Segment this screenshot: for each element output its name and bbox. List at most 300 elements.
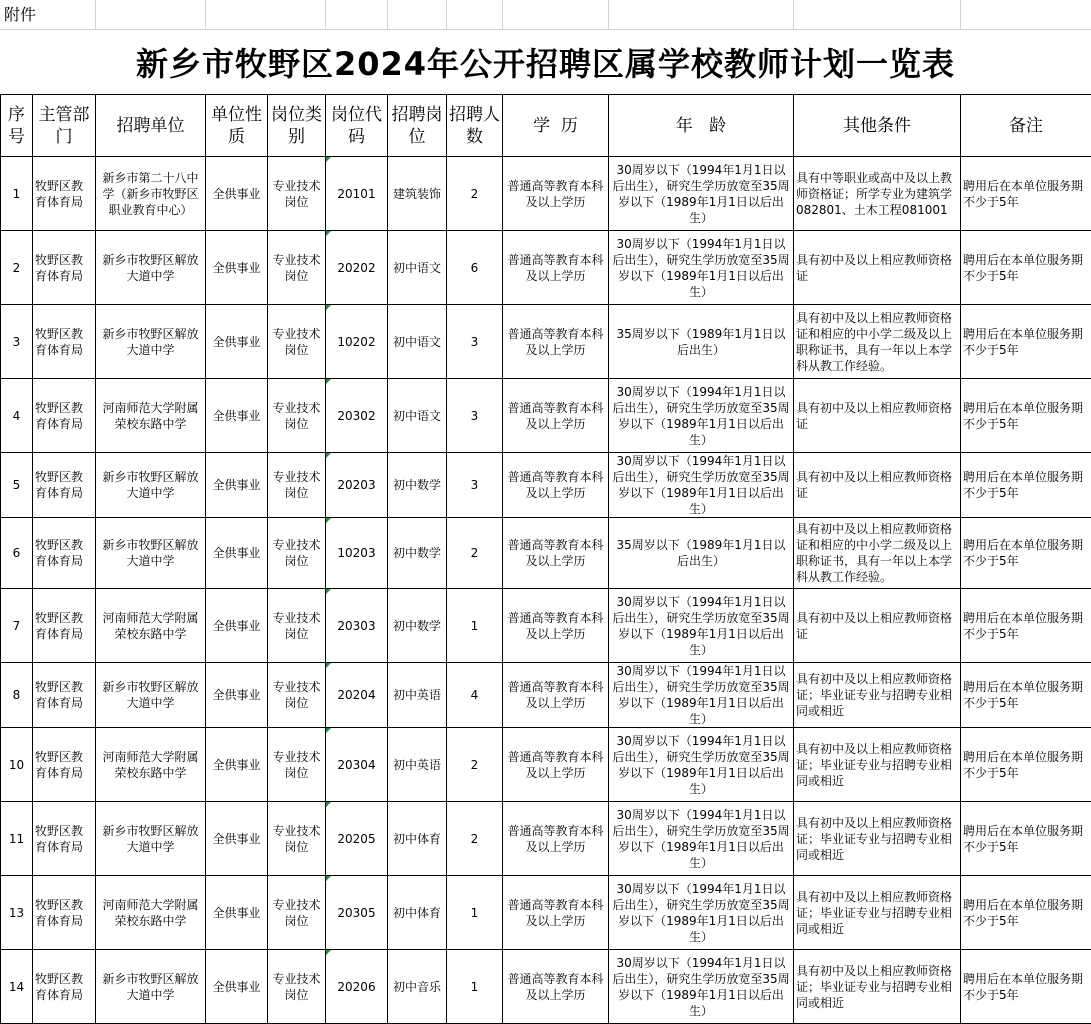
cell-post[interactable] [388, 663, 447, 728]
cell-nature-text: 全供事业 [208, 408, 265, 424]
cell-seq[interactable] [1, 518, 33, 589]
cell-post-text: 初中音乐 [390, 979, 444, 995]
cell-age-text: 30周岁以下（1994年1月1日以后出生），研究生学历放宽至35周岁以下（1989年1月1日以后出生） [611, 881, 791, 945]
cell-remark-text: 聘用后在本单位服务期不少于5年 [963, 252, 1089, 284]
cell-seq[interactable] [1, 663, 33, 728]
cell-age-text: 30周岁以下（1994年1月1日以后出生），研究生学历放宽至35周岁以下（1989年1月1日以后出生） [611, 733, 791, 797]
header-post-type[interactable]: 岗位类别 [268, 95, 326, 157]
cell-post[interactable] [388, 305, 447, 379]
cell-other[interactable] [794, 950, 961, 1024]
cell-dept[interactable] [33, 589, 96, 663]
cell-post-type-text: 专业技术岗位 [270, 252, 323, 284]
grid-line [325, 0, 326, 30]
cell-post-text: 初中英语 [390, 757, 444, 773]
cell-seq-text: 13 [3, 905, 30, 921]
cell-unit-text: 新乡市牧野区解放大道中学 [98, 971, 203, 1003]
cell-remark-text: 聘用后在本单位服务期不少于5年 [963, 897, 1089, 929]
cell-unit-text: 新乡市牧野区解放大道中学 [98, 823, 203, 855]
cell-age-text: 30周岁以下（1994年1月1日以后出生），研究生学历放宽至35周岁以下（1989年1月1日以后出生） [611, 162, 791, 226]
cell-post-type-text: 专业技术岗位 [270, 178, 323, 210]
cell-nature[interactable] [206, 379, 268, 453]
cell-post[interactable] [388, 728, 447, 802]
cell-age-text: 35周岁以下（1989年1月1日以后出生） [611, 326, 791, 358]
cell-age[interactable] [609, 663, 794, 728]
cell-education[interactable] [503, 453, 609, 518]
cell-nature[interactable] [206, 728, 268, 802]
cell-education[interactable] [503, 663, 609, 728]
cell-dept[interactable] [33, 157, 96, 231]
cell-other[interactable] [794, 379, 961, 453]
cell-seq-text: 1 [3, 186, 30, 202]
cell-other-text: 具有初中及以上相应教师资格证和相应的中小学二级及以上职称证书，具有一年以上本学科从教工作经验。 [796, 310, 958, 374]
cell-remark-text: 聘用后在本单位服务期不少于5年 [963, 326, 1089, 358]
cell-post-text: 建筑装饰 [390, 186, 444, 202]
cell-nature-text: 全供事业 [208, 979, 265, 995]
cell-dept-text: 牧野区教育体育局 [35, 400, 93, 432]
cell-other-text: 具有初中及以上相应教师资格证和相应的中小学二级及以上职称证书，具有一年以上本学科从教工作经验。 [796, 521, 958, 585]
cell-education-text: 普通高等教育本科及以上学历 [505, 326, 606, 358]
cell-dept[interactable] [33, 876, 96, 950]
cell-education[interactable] [503, 950, 609, 1024]
cell-post-code-text: 20101 [328, 186, 385, 202]
cell-marker-icon [326, 453, 331, 458]
cell-age-text: 30周岁以下（1994年1月1日以后出生），研究生学历放宽至35周岁以下（1989年1月1日以后出生） [611, 384, 791, 448]
header-post[interactable]: 招聘岗位 [388, 95, 447, 157]
cell-other[interactable] [794, 518, 961, 589]
cell-seq[interactable] [1, 305, 33, 379]
cell-post-text: 初中数学 [390, 618, 444, 634]
header-post-code[interactable]: 岗位代码 [326, 95, 388, 157]
cell-education[interactable] [503, 157, 609, 231]
cell-count-text: 2 [449, 757, 500, 773]
cell-post-type[interactable] [268, 950, 326, 1024]
cell-remark[interactable] [961, 157, 1091, 231]
cell-education-text: 普通高等教育本科及以上学历 [505, 252, 606, 284]
cell-education[interactable] [503, 876, 609, 950]
cell-other[interactable] [794, 305, 961, 379]
cell-remark[interactable] [961, 453, 1091, 518]
attachment-label: 附件 [4, 5, 36, 25]
cell-seq-text: 7 [3, 618, 30, 634]
cell-education-text: 普通高等教育本科及以上学历 [505, 749, 606, 781]
cell-post-text: 初中语文 [390, 260, 444, 276]
cell-seq[interactable] [1, 728, 33, 802]
header-age[interactable]: 年 龄 [609, 95, 794, 157]
cell-post-text: 初中数学 [390, 545, 444, 561]
table-row [1, 663, 1091, 728]
cell-education-text: 普通高等教育本科及以上学历 [505, 469, 606, 501]
cell-marker-icon [326, 157, 331, 162]
cell-unit[interactable] [96, 453, 206, 518]
cell-marker-icon [326, 663, 331, 668]
cell-post[interactable] [388, 876, 447, 950]
cell-dept-text: 牧野区教育体育局 [35, 252, 93, 284]
cell-post-type[interactable] [268, 728, 326, 802]
cell-post[interactable] [388, 453, 447, 518]
cell-age[interactable] [609, 157, 794, 231]
cell-age[interactable] [609, 379, 794, 453]
cell-age[interactable] [609, 876, 794, 950]
cell-other-text: 具有初中及以上相应教师资格证；毕业证专业与招聘专业相同或相近 [796, 671, 958, 719]
cell-unit-text: 河南师范大学附属荣校东路中学 [98, 897, 203, 929]
cell-age-text: 30周岁以下（1994年1月1日以后出生），研究生学历放宽至35周岁以下（1989年1月1日以后出生） [611, 236, 791, 300]
cell-unit[interactable] [96, 379, 206, 453]
cell-remark-text: 聘用后在本单位服务期不少于5年 [963, 749, 1089, 781]
cell-post-code[interactable] [326, 157, 388, 231]
cell-marker-icon [326, 379, 331, 384]
header-count[interactable]: 招聘人数 [447, 95, 503, 157]
cell-other-text: 具有初中及以上相应教师资格证 [796, 610, 958, 642]
cell-count[interactable] [447, 305, 503, 379]
cell-post-code[interactable] [326, 453, 388, 518]
cell-remark[interactable] [961, 589, 1091, 663]
cell-other[interactable] [794, 876, 961, 950]
cell-count[interactable] [447, 453, 503, 518]
cell-seq[interactable] [1, 231, 33, 305]
cell-nature[interactable] [206, 589, 268, 663]
cell-age[interactable] [609, 518, 794, 589]
cell-other[interactable] [794, 231, 961, 305]
cell-count-text: 2 [449, 831, 500, 847]
table-row [1, 802, 1091, 876]
cell-marker-icon [326, 231, 331, 236]
cell-post-type-text: 专业技术岗位 [270, 537, 323, 569]
cell-seq-text: 11 [3, 831, 30, 847]
cell-other-text: 具有初中及以上相应教师资格证 [796, 252, 958, 284]
grid-line [387, 0, 388, 30]
cell-count-text: 1 [449, 905, 500, 921]
cell-remark[interactable] [961, 876, 1091, 950]
cell-post-code[interactable] [326, 728, 388, 802]
cell-count[interactable] [447, 518, 503, 589]
cell-unit-text: 新乡市牧野区解放大道中学 [98, 469, 203, 501]
cell-post[interactable] [388, 157, 447, 231]
cell-remark[interactable] [961, 518, 1091, 589]
grid-line [793, 0, 794, 30]
cell-other[interactable] [794, 663, 961, 728]
cell-education[interactable] [503, 518, 609, 589]
grid-line [446, 0, 447, 30]
cell-dept[interactable] [33, 663, 96, 728]
grid-line [608, 0, 609, 30]
cell-count-text: 6 [449, 260, 500, 276]
header-seq[interactable]: 序号 [1, 95, 33, 157]
cell-seq-text: 3 [3, 334, 30, 350]
cell-age[interactable] [609, 305, 794, 379]
cell-marker-icon [326, 518, 331, 523]
cell-count[interactable] [447, 802, 503, 876]
cell-post[interactable] [388, 518, 447, 589]
cell-other-text: 具有初中及以上相应教师资格证；毕业证专业与招聘专业相同或相近 [796, 963, 958, 1011]
cell-education[interactable] [503, 305, 609, 379]
cell-nature-text: 全供事业 [208, 186, 265, 202]
cell-post-type[interactable] [268, 802, 326, 876]
cell-post-type[interactable] [268, 518, 326, 589]
cell-age[interactable] [609, 453, 794, 518]
cell-dept-text: 牧野区教育体育局 [35, 897, 93, 929]
cell-nature[interactable] [206, 157, 268, 231]
cell-post-code[interactable] [326, 802, 388, 876]
cell-other[interactable] [794, 157, 961, 231]
cell-count[interactable] [447, 231, 503, 305]
table-row [1, 379, 1091, 453]
cell-unit-text: 新乡市牧野区解放大道中学 [98, 252, 203, 284]
cell-education-text: 普通高等教育本科及以上学历 [505, 971, 606, 1003]
cell-unit[interactable] [96, 876, 206, 950]
cell-post-text: 初中语文 [390, 408, 444, 424]
cell-count[interactable] [447, 950, 503, 1024]
cell-education[interactable] [503, 589, 609, 663]
cell-marker-icon [326, 802, 331, 807]
cell-education[interactable] [503, 231, 609, 305]
cell-other-text: 具有初中及以上相应教师资格证 [796, 400, 958, 432]
cell-nature[interactable] [206, 802, 268, 876]
cell-other-text: 具有初中及以上相应教师资格证 [796, 469, 958, 501]
spreadsheet-top-grid [0, 0, 1091, 30]
cell-age-text: 35周岁以下（1989年1月1日以后出生） [611, 537, 791, 569]
cell-post-code-text: 20202 [328, 260, 385, 276]
cell-seq-text: 2 [3, 260, 30, 276]
cell-seq[interactable] [1, 876, 33, 950]
cell-post-code-text: 20203 [328, 477, 385, 493]
cell-other[interactable] [794, 453, 961, 518]
cell-dept[interactable] [33, 453, 96, 518]
cell-other[interactable] [794, 728, 961, 802]
cell-post-code[interactable] [326, 305, 388, 379]
cell-nature[interactable] [206, 950, 268, 1024]
cell-education-text: 普通高等教育本科及以上学历 [505, 400, 606, 432]
cell-count-text: 2 [449, 545, 500, 561]
cell-nature-text: 全供事业 [208, 831, 265, 847]
cell-dept-text: 牧野区教育体育局 [35, 326, 93, 358]
cell-count-text: 1 [449, 979, 500, 995]
cell-post-type-text: 专业技术岗位 [270, 610, 323, 642]
cell-post-type[interactable] [268, 663, 326, 728]
cell-count-text: 3 [449, 334, 500, 350]
cell-post-type[interactable] [268, 305, 326, 379]
cell-remark[interactable] [961, 379, 1091, 453]
cell-count-text: 3 [449, 477, 500, 493]
cell-age[interactable] [609, 950, 794, 1024]
cell-post-type-text: 专业技术岗位 [270, 823, 323, 855]
cell-dept[interactable] [33, 950, 96, 1024]
cell-remark[interactable] [961, 728, 1091, 802]
cell-post-text: 初中语文 [390, 334, 444, 350]
cell-post-text: 初中英语 [390, 687, 444, 703]
cell-dept-text: 牧野区教育体育局 [35, 178, 93, 210]
cell-count[interactable] [447, 589, 503, 663]
cell-post-type-text: 专业技术岗位 [270, 469, 323, 501]
cell-unit-text: 新乡市牧野区解放大道中学 [98, 679, 203, 711]
cell-nature-text: 全供事业 [208, 757, 265, 773]
cell-unit[interactable] [96, 802, 206, 876]
cell-post-code-text: 20205 [328, 831, 385, 847]
cell-post-type-text: 专业技术岗位 [270, 971, 323, 1003]
cell-dept-text: 牧野区教育体育局 [35, 610, 93, 642]
cell-count[interactable] [447, 157, 503, 231]
cell-post-code-text: 20303 [328, 618, 385, 634]
cell-post-code[interactable] [326, 231, 388, 305]
table-row [1, 589, 1091, 663]
cell-post[interactable] [388, 950, 447, 1024]
cell-post-type[interactable] [268, 876, 326, 950]
cell-seq[interactable] [1, 379, 33, 453]
cell-post-code[interactable] [326, 876, 388, 950]
cell-nature[interactable] [206, 231, 268, 305]
table-row [1, 231, 1091, 305]
cell-seq-text: 10 [3, 757, 30, 773]
header-unit[interactable]: 招聘单位 [96, 95, 206, 157]
cell-post-code[interactable] [326, 950, 388, 1024]
cell-seq[interactable] [1, 802, 33, 876]
cell-remark-text: 聘用后在本单位服务期不少于5年 [963, 537, 1089, 569]
cell-dept[interactable] [33, 518, 96, 589]
cell-post-type-text: 专业技术岗位 [270, 897, 323, 929]
cell-other[interactable] [794, 589, 961, 663]
cell-unit-text: 河南师范大学附属荣校东路中学 [98, 610, 203, 642]
cell-other-text: 具有初中及以上相应教师资格证；毕业证专业与招聘专业相同或相近 [796, 889, 958, 937]
cell-unit[interactable] [96, 589, 206, 663]
cell-dept[interactable] [33, 802, 96, 876]
cell-count[interactable] [447, 876, 503, 950]
cell-post-code-text: 20305 [328, 905, 385, 921]
cell-marker-icon [326, 305, 331, 310]
cell-nature[interactable] [206, 305, 268, 379]
header-other[interactable]: 其他条件 [794, 95, 961, 157]
cell-education-text: 普通高等教育本科及以上学历 [505, 178, 606, 210]
cell-dept[interactable] [33, 379, 96, 453]
cell-remark-text: 聘用后在本单位服务期不少于5年 [963, 823, 1089, 855]
cell-count[interactable] [447, 379, 503, 453]
cell-remark-text: 聘用后在本单位服务期不少于5年 [963, 971, 1089, 1003]
cell-dept-text: 牧野区教育体育局 [35, 537, 93, 569]
cell-unit[interactable] [96, 231, 206, 305]
header-remark[interactable]: 备注 [961, 95, 1091, 157]
cell-nature-text: 全供事业 [208, 618, 265, 634]
cell-post-type[interactable] [268, 589, 326, 663]
cell-education-text: 普通高等教育本科及以上学历 [505, 823, 606, 855]
cell-other-text: 具有初中及以上相应教师资格证；毕业证专业与招聘专业相同或相近 [796, 741, 958, 789]
cell-post-code[interactable] [326, 663, 388, 728]
cell-age[interactable] [609, 728, 794, 802]
table-row [1, 876, 1091, 950]
cell-marker-icon [326, 950, 331, 955]
cell-post-text: 初中体育 [390, 905, 444, 921]
cell-nature[interactable] [206, 876, 268, 950]
cell-remark[interactable] [961, 802, 1091, 876]
header-dept[interactable]: 主管部门 [33, 95, 96, 157]
cell-count[interactable] [447, 663, 503, 728]
cell-education-text: 普通高等教育本科及以上学历 [505, 537, 606, 569]
cell-seq[interactable] [1, 453, 33, 518]
grid-line [95, 0, 96, 30]
cell-unit-text: 河南师范大学附属荣校东路中学 [98, 749, 203, 781]
cell-age[interactable] [609, 589, 794, 663]
cell-remark[interactable] [961, 305, 1091, 379]
cell-age[interactable] [609, 802, 794, 876]
cell-education-text: 普通高等教育本科及以上学历 [505, 610, 606, 642]
table-row [1, 518, 1091, 589]
table-row [1, 305, 1091, 379]
cell-count[interactable] [447, 728, 503, 802]
cell-dept[interactable] [33, 231, 96, 305]
cell-education[interactable] [503, 728, 609, 802]
cell-nature-text: 全供事业 [208, 545, 265, 561]
cell-education[interactable] [503, 379, 609, 453]
header-education[interactable]: 学 历 [503, 95, 609, 157]
cell-age-text: 30周岁以下（1994年1月1日以后出生），研究生学历放宽至35周岁以下（1989年1月1日以后出生） [611, 594, 791, 658]
cell-unit[interactable] [96, 157, 206, 231]
cell-seq-text: 5 [3, 477, 30, 493]
cell-education[interactable] [503, 802, 609, 876]
cell-nature[interactable] [206, 453, 268, 518]
cell-seq[interactable] [1, 589, 33, 663]
cell-remark[interactable] [961, 663, 1091, 728]
cell-age[interactable] [609, 231, 794, 305]
cell-unit-text: 新乡市牧野区解放大道中学 [98, 537, 203, 569]
cell-unit[interactable] [96, 728, 206, 802]
cell-nature-text: 全供事业 [208, 260, 265, 276]
cell-nature-text: 全供事业 [208, 477, 265, 493]
cell-age-text: 30周岁以下（1994年1月1日以后出生），研究生学历放宽至35周岁以下（1989年1月1日以后出生） [611, 807, 791, 871]
cell-nature[interactable] [206, 663, 268, 728]
cell-post[interactable] [388, 802, 447, 876]
cell-dept-text: 牧野区教育体育局 [35, 679, 93, 711]
cell-dept[interactable] [33, 305, 96, 379]
cell-post-code[interactable] [326, 379, 388, 453]
cell-remark[interactable] [961, 231, 1091, 305]
cell-post-code-text: 10202 [328, 334, 385, 350]
cell-unit[interactable] [96, 950, 206, 1024]
cell-post-code-text: 20304 [328, 757, 385, 773]
cell-unit[interactable] [96, 663, 206, 728]
cell-nature-text: 全供事业 [208, 334, 265, 350]
cell-seq[interactable] [1, 157, 33, 231]
cell-education-text: 普通高等教育本科及以上学历 [505, 897, 606, 929]
cell-seq[interactable] [1, 950, 33, 1024]
cell-post-type[interactable] [268, 453, 326, 518]
grid-line [960, 0, 961, 30]
cell-seq-text: 4 [3, 408, 30, 424]
cell-post-code[interactable] [326, 589, 388, 663]
header-nature[interactable]: 单位性质 [206, 95, 268, 157]
cell-post[interactable] [388, 589, 447, 663]
cell-age-text: 30周岁以下（1994年1月1日以后出生），研究生学历放宽至35周岁以下（1989年1月1日以后出生） [611, 663, 791, 727]
cell-seq-text: 14 [3, 979, 30, 995]
cell-post[interactable] [388, 231, 447, 305]
cell-post-code[interactable] [326, 518, 388, 589]
cell-count-text: 3 [449, 408, 500, 424]
cell-post-type[interactable] [268, 157, 326, 231]
cell-count-text: 2 [449, 186, 500, 202]
cell-post[interactable] [388, 379, 447, 453]
cell-remark-text: 聘用后在本单位服务期不少于5年 [963, 610, 1089, 642]
cell-other-text: 具有初中及以上相应教师资格证；毕业证专业与招聘专业相同或相近 [796, 815, 958, 863]
recruitment-plan-table [0, 94, 1091, 1024]
cell-nature[interactable] [206, 518, 268, 589]
cell-count-text: 4 [449, 687, 500, 703]
cell-post-text: 初中体育 [390, 831, 444, 847]
cell-post-type[interactable] [268, 379, 326, 453]
cell-post-type[interactable] [268, 231, 326, 305]
cell-other[interactable] [794, 802, 961, 876]
cell-unit[interactable] [96, 305, 206, 379]
table-row [1, 157, 1091, 231]
cell-dept[interactable] [33, 728, 96, 802]
cell-unit[interactable] [96, 518, 206, 589]
cell-age-text: 30周岁以下（1994年1月1日以后出生），研究生学历放宽至35周岁以下（1989年1月1日以后出生） [611, 453, 791, 517]
cell-remark[interactable] [961, 950, 1091, 1024]
